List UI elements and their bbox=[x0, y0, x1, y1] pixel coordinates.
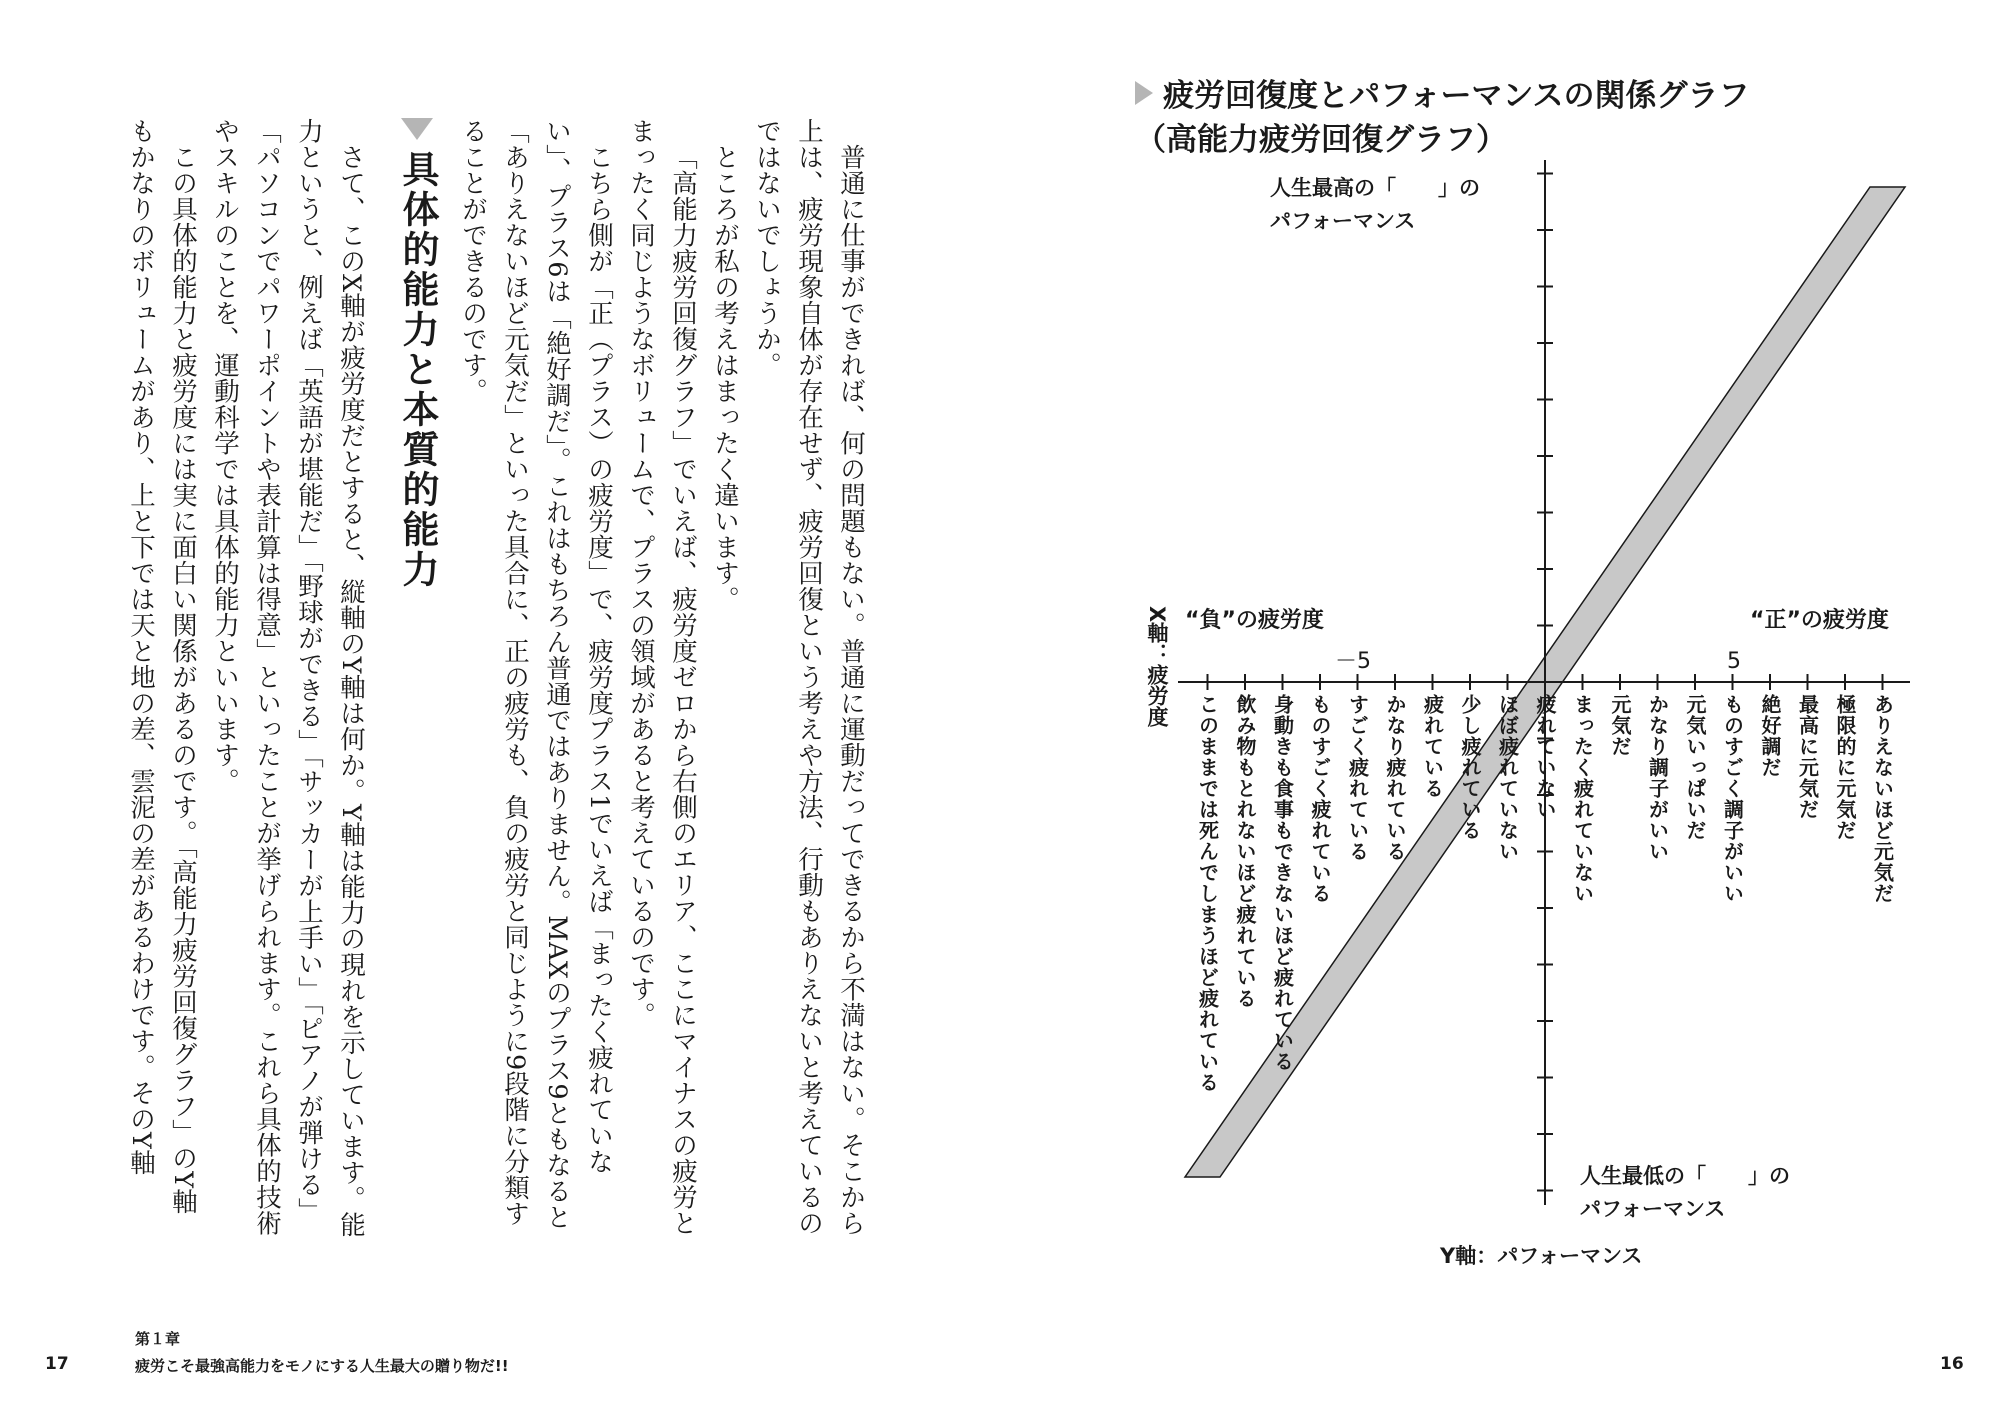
x-level-label: 疲れていない bbox=[1533, 694, 1557, 820]
y-top-label bbox=[1270, 172, 1480, 238]
y-bottom-label bbox=[1580, 1160, 1790, 1226]
x-level-label: ものすごく疲れている bbox=[1308, 694, 1332, 904]
paragraph: 「高能力疲労回復グラフ」でいえば、疲労度ゼロから右側のエリア、ここにマイナスの疲労とまったく同じようなボリュームで、プラスの領域があると考えているのです。 bbox=[626, 118, 698, 1236]
x-axis-title: X軸：疲労度 bbox=[1145, 606, 1169, 728]
x-level-label: 元気だ bbox=[1608, 694, 1632, 757]
y-top-label-line2: パフォーマンス bbox=[1270, 209, 1416, 233]
graph-title-line2: （高能力疲労回復グラフ） bbox=[1135, 122, 1507, 158]
page-number-left: 17 bbox=[45, 1354, 69, 1374]
section-heading-text: 具体的能力と本質的能力 bbox=[396, 150, 439, 590]
paragraph: 普通に仕事ができれば、何の問題もない。普通に運動だってできるから不満はない。そこから上は、疲労現象自体が存在せず、疲労回復という考えや方法、行動もありえないと考えているのではないでしょうか。 bbox=[752, 118, 866, 1236]
x-level-label: まったく疲れていない bbox=[1570, 694, 1595, 904]
tick-label-minus5: －5 bbox=[1335, 649, 1371, 674]
paragraph: こちら側が「正（プラス）の疲労度」で、疲労度プラス1でいえば「まったく疲れていない」、プラス6は「絶好調だ」。これはもちろん普通ではありません。MAXのプラス9ともなると「ありえないほど元気だ」といった具合に、正の疲労も、負の疲労と同じように9段階に分類することができるのです。 bbox=[458, 118, 614, 1231]
x-level-label: 元気いっぱいだ bbox=[1683, 694, 1707, 841]
x-level-label: かなり調子がいい bbox=[1645, 694, 1670, 862]
paragraph: さて、このX軸が疲労度だとすると、縦軸のY軸は何か。Y軸は能力の現れを示しています。能力というと、例えば「英語が堪能だ」「野球ができる」「サッカーが上手い」「ピアノが弾ける」「パソコンでパワーポイントや表計算は得意」といったことが挙げられます。これら具体的技術やスキルのことを、運動科学では具体的能力といいます。 bbox=[210, 118, 366, 1237]
x-level-label: 最高に元気だ bbox=[1795, 694, 1820, 820]
x-level-label: すごく疲れている bbox=[1345, 694, 1370, 862]
x-level-label: 絶好調だ bbox=[1758, 694, 1782, 778]
x-level-label: 疲れている bbox=[1420, 694, 1445, 799]
graph-title-line1: 疲労回復度とパフォーマンスの関係グラフ bbox=[1163, 78, 1750, 114]
y-axis-title: Y軸：パフォーマンス bbox=[1440, 1244, 1643, 1268]
negative-fatigue-label: “負”の疲労度 bbox=[1185, 608, 1324, 633]
x-level-label: このままでは死んでしまうほど疲れている bbox=[1195, 694, 1220, 1093]
y-top-label-line1: 人生最高の「 」の bbox=[1270, 176, 1480, 200]
tick-label-plus5: 5 bbox=[1727, 649, 1741, 674]
x-level-label: 少し疲れている bbox=[1458, 694, 1482, 841]
footer-book-title: 疲労こそ最強高能力をモノにする人生最大の贈り物だ!! bbox=[135, 1357, 509, 1375]
paragraph: この具体的能力と疲労度には実に面白い関係があるのです。「高能力疲労回復グラフ」のY軸もかなりのボリュームがあり、上と下では天と地の差、雲泥の差があるわけです。そのY軸 bbox=[126, 118, 198, 1215]
footer-chapter: 第１章 bbox=[135, 1330, 181, 1348]
x-level-label: ものすごく調子がいい bbox=[1720, 694, 1745, 904]
x-level-label: かなり疲れている bbox=[1383, 694, 1407, 862]
y-bottom-label-line2: パフォーマンス bbox=[1580, 1197, 1726, 1221]
x-level-label: 飲み物もとれないほど疲れている bbox=[1233, 694, 1257, 1009]
positive-fatigue-label: “正”の疲労度 bbox=[1750, 608, 1889, 633]
y-bottom-label-line1: 人生最低の「 」の bbox=[1580, 1164, 1790, 1188]
x-level-label: 極限的に元気だ bbox=[1833, 694, 1857, 841]
x-level-label: 身動きも食事もできないほど疲れている bbox=[1270, 694, 1295, 1072]
page-number-right: 16 bbox=[1940, 1354, 1964, 1374]
paragraph: ところが私の考えはまったく違います。 bbox=[710, 143, 740, 612]
x-level-label: ほぼ疲れていない bbox=[1495, 694, 1520, 862]
x-level-label: ありえないほど元気だ bbox=[1870, 694, 1895, 904]
